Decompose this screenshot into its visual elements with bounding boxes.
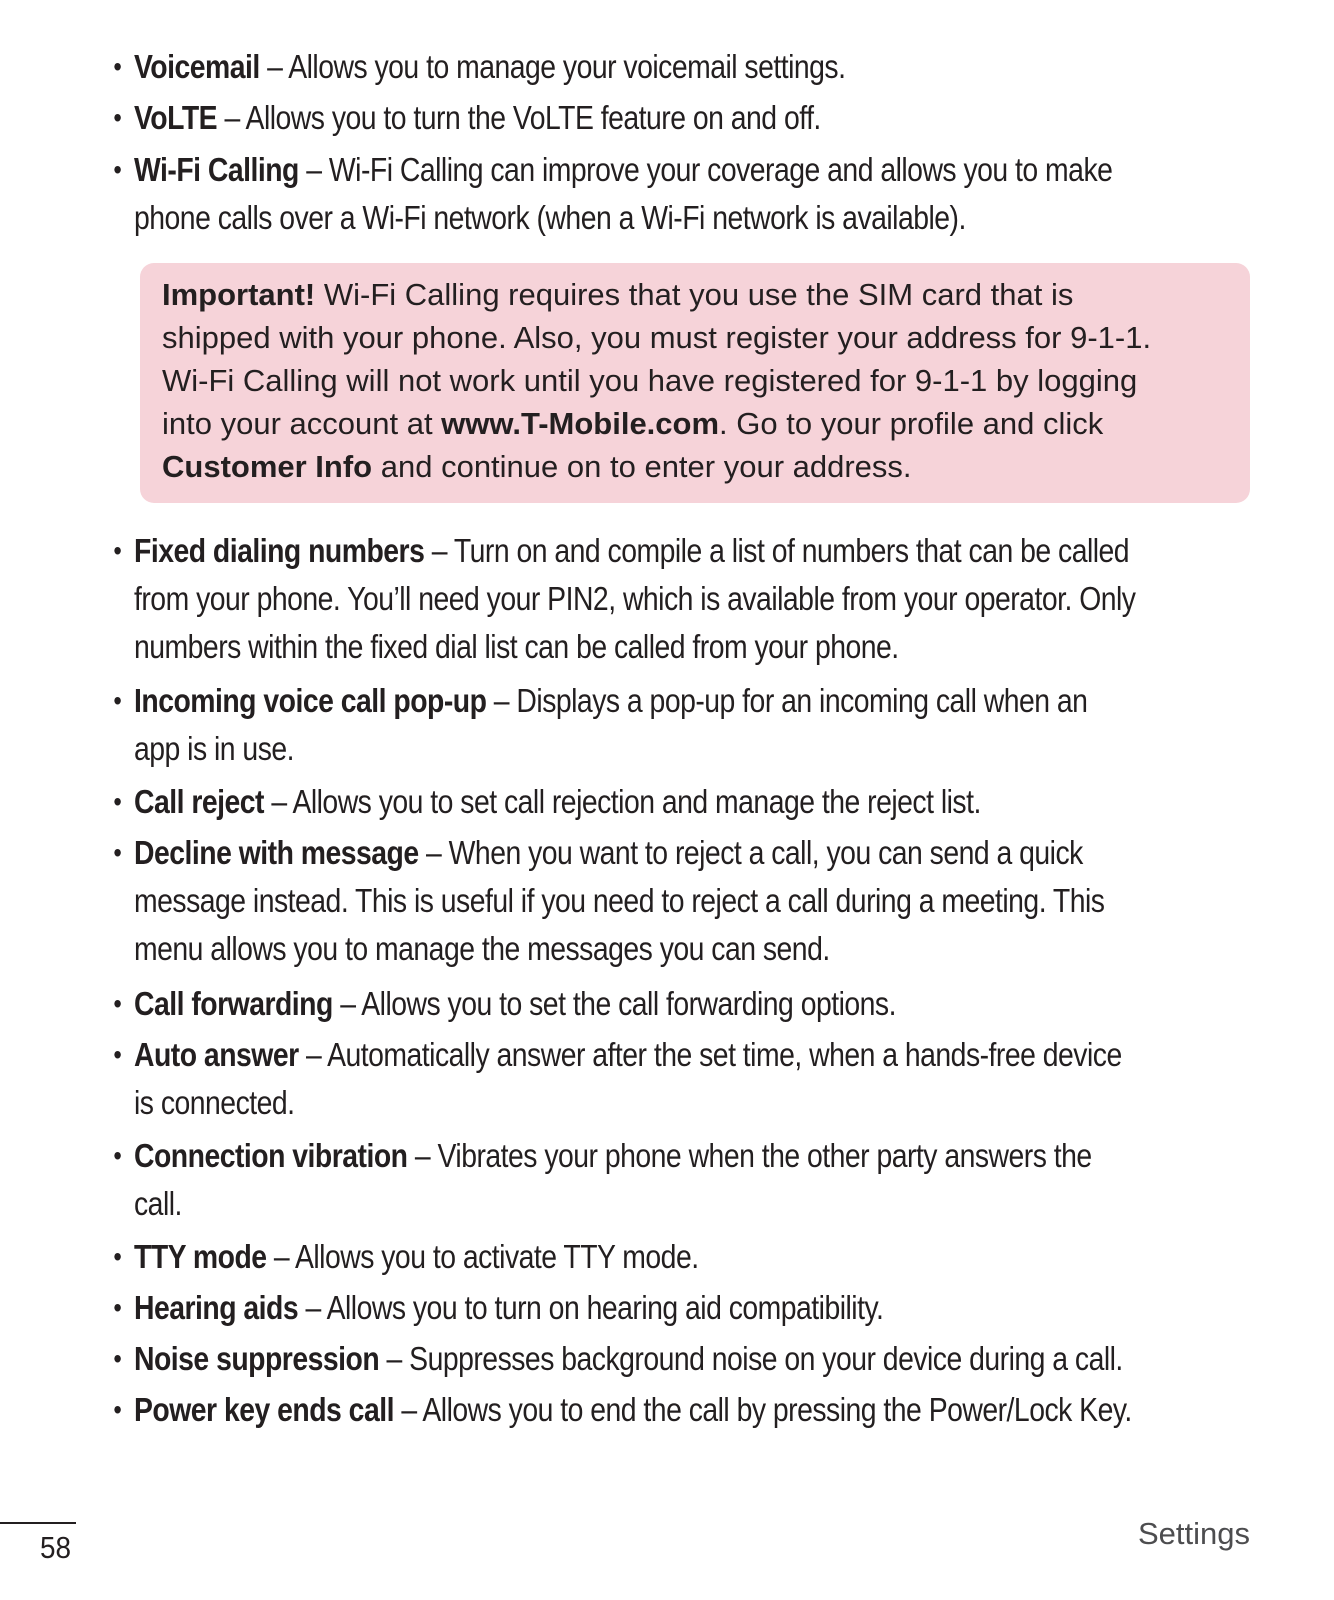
item-term: Auto answer xyxy=(134,1036,299,1073)
item-description: – Allows you to activate TTY mode. xyxy=(273,1238,699,1275)
bullet: • xyxy=(113,837,122,868)
list-item-power-key-ends-call xyxy=(113,1386,1254,1434)
list-item-incoming-voice-call-popup xyxy=(113,677,1254,773)
item-term: TTY mode xyxy=(134,1238,267,1275)
list-item-volte xyxy=(113,94,1254,142)
list-item-fixed-dialing-numbers xyxy=(113,527,1254,671)
bullet: • xyxy=(113,154,122,185)
item-description: – Turn on and compile a list of numbers that can be called xyxy=(431,532,1130,569)
item-term: Decline with message xyxy=(134,834,419,871)
note-line-1 xyxy=(162,273,1228,316)
note-line-4 xyxy=(162,402,1228,445)
item-description-line-3: menu allows you to manage the messages you can send. xyxy=(134,930,830,967)
bullet: • xyxy=(113,1039,122,1070)
section-name: Settings xyxy=(1137,1516,1250,1551)
item-description-line-3: numbers within the fixed dial list can be called from your phone. xyxy=(134,628,899,665)
note-line-2: shipped with your phone. Also, you must register your address for 9-1-1. xyxy=(162,320,1152,355)
bullet: • xyxy=(113,51,122,82)
item-term: Power key ends call xyxy=(134,1391,394,1428)
item-description-line-2: phone calls over a Wi-Fi network (when a Wi-Fi network is available). xyxy=(134,199,966,236)
note-line-3: Wi-Fi Calling will not work until you have registered for 9-1-1 by logging xyxy=(162,363,1138,398)
list-item-hearing-aids xyxy=(113,1284,1254,1332)
bullet: • xyxy=(113,1241,122,1272)
item-term: Noise suppression xyxy=(134,1340,380,1377)
footer-rule xyxy=(0,1522,76,1524)
note-label: Important! xyxy=(162,277,316,312)
note-text: . Go to your profile and click xyxy=(719,406,1104,441)
bullet: • xyxy=(113,1394,122,1425)
item-term: Hearing aids xyxy=(134,1289,299,1326)
list-item-tty-mode xyxy=(113,1233,1254,1281)
important-note xyxy=(140,263,1250,503)
list-item-call-forwarding xyxy=(113,980,1254,1028)
item-description: – Automatically answer after the set time, when a hands-free device xyxy=(306,1036,1122,1073)
note-text: and continue on to enter your address. xyxy=(372,449,912,484)
bullet: • xyxy=(113,786,122,817)
item-term: Wi-Fi Calling xyxy=(134,151,299,188)
tmobile-link[interactable]: www.T-Mobile.com xyxy=(441,406,720,441)
item-term: Connection vibration xyxy=(134,1137,408,1174)
item-description: – Wi-Fi Calling can improve your coverage and allows you to make xyxy=(306,151,1113,188)
list-item-noise-suppression xyxy=(113,1335,1254,1383)
list-item-decline-with-message xyxy=(113,829,1254,973)
note-text: into your account at xyxy=(162,406,442,441)
item-description-line-2: app is in use. xyxy=(134,730,295,767)
item-description: – Vibrates your phone when the other party answers the xyxy=(414,1137,1092,1174)
item-description: – Allows you to end the call by pressing the Power/Lock Key. xyxy=(401,1391,1132,1428)
item-description: – Suppresses background noise on your device during a call. xyxy=(386,1340,1123,1377)
item-description: – Allows you to set the call forwarding options. xyxy=(340,985,896,1022)
bullet: • xyxy=(113,1343,122,1374)
list-item-auto-answer xyxy=(113,1031,1254,1127)
item-term: Voicemail xyxy=(134,48,260,85)
customer-info-term: Customer Info xyxy=(162,449,373,484)
list-item-connection-vibration xyxy=(113,1132,1254,1228)
item-description: – Allows you to turn the VoLTE feature on and off. xyxy=(224,99,821,136)
item-description: – When you want to reject a call, you can send a quick xyxy=(426,834,1083,871)
list-item-voicemail xyxy=(113,43,1254,91)
bullet: • xyxy=(113,1292,122,1323)
bullet: • xyxy=(113,1140,122,1171)
bullet: • xyxy=(113,988,122,1019)
item-description-line-2: call. xyxy=(134,1185,182,1222)
item-description-line-2: is connected. xyxy=(134,1084,295,1121)
page-number: 58 xyxy=(40,1530,72,1565)
item-description: – Allows you to set call rejection and manage the reject list. xyxy=(271,783,981,820)
item-term: Fixed dialing numbers xyxy=(134,532,425,569)
item-description: – Allows you to manage your voicemail settings. xyxy=(267,48,846,85)
item-description: – Displays a pop-up for an incoming call when an xyxy=(493,682,1088,719)
item-term: Incoming voice call pop-up xyxy=(134,682,487,719)
item-term: Call forwarding xyxy=(134,985,333,1022)
list-item-wifi-calling xyxy=(113,146,1254,242)
item-description: – Allows you to turn on hearing aid compatibility. xyxy=(305,1289,884,1326)
item-description-line-2: message instead. This is useful if you need to reject a call during a meeting. This xyxy=(134,882,1105,919)
note-text: Wi-Fi Calling requires that you use the SIM card that is xyxy=(315,277,1074,312)
bullet: • xyxy=(113,535,122,566)
bullet: • xyxy=(113,685,122,716)
bullet: • xyxy=(113,102,122,133)
item-description-line-2: from your phone. You’ll need your PIN2, which is available from your operator. Only xyxy=(134,580,1136,617)
item-term: Call reject xyxy=(134,783,264,820)
item-term: VoLTE xyxy=(134,99,218,136)
note-line-5 xyxy=(162,445,1228,488)
list-item-call-reject xyxy=(113,778,1254,826)
